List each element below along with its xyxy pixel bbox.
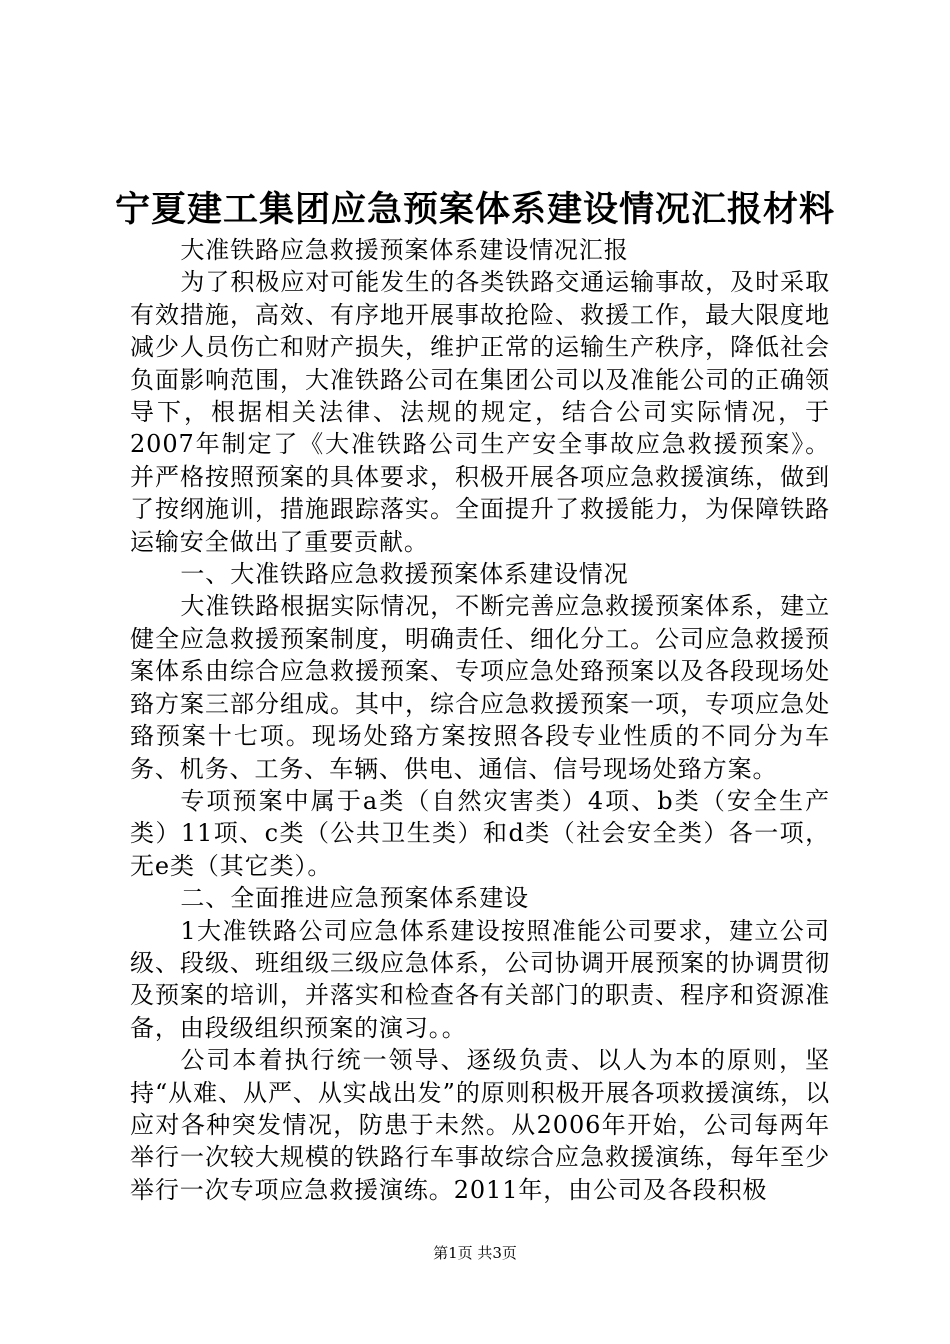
document-body: [130, 234, 830, 1206]
paragraph: 大准铁路根据实际情况，不断完善应急救援预案体系，建立健全应急救援预案制度，明确责任、细化分工。公司应急救援预案体系由综合应急救援预案、专项应急处臵预案以及各段现场处臵方案三部分组成。其中，综合应急救援预案一项，专项应急处臵预案十七项。现场处臵方案按照各段专业性质的不同分为车务、机务、工务、车辆、供电、通信、信号现场处臵方案。: [130, 592, 830, 783]
section-heading: 二、全面推进应急预案体系建设: [180, 884, 529, 913]
paragraph: 专项预案中属于a类（自然灾害类）4项、b类（安全生产类）11项、c类（公共卫生类）和d类（社会安全类）各一项，无e类（其它类）。: [130, 786, 830, 880]
document-title: 宁夏建工集团应急预案体系建设情况汇报材料: [114, 189, 835, 230]
paragraph: 1大准铁路公司应急体系建设按照准能公司要求，建立公司级、段级、班组级三级应急体系，公司协调开展预案的协调贯彻及预案的培训，并落实和检查各有关部门的职责、程序和资源准备，由段级组织预案的演习。。: [130, 916, 830, 1042]
page-footer: 第1页 共3页: [433, 1244, 517, 1262]
paragraph: 公司本着执行统一领导、逐级负责、以人为本的原则，坚持“从难、从严、从实战出发”的原则积极开展各项救援演练，以应对各种突发情况，防患于未然。从2006年开始，公司每两年举行一次较大规模的铁路行车事故综合应急救援演练，每年至少举行一次专项应急救援演练。2011年，由公司及各段积极: [130, 1046, 830, 1204]
paragraph-subtitle: 大准铁路应急救援预案体系建设情况汇报: [180, 236, 629, 264]
paragraph: 为了积极应对可能发生的各类铁路交通运输事故，及时采取有效措施，高效、有序地开展事故抢险、救援工作，最大限度地减少人员伤亡和财产损失，维护正常的运输生产秩序，降低社会负面影响范围，大准铁路公司在集团公司以及准能公司的正确领导下，根据相关法律、法规的规定，结合公司实际情况，于2007年制定了《大准铁路公司生产安全事故应急救援预案》。并严格按照预案的具体要求，积极开展各项应急救援演练，做到了按纲施训，措施跟踪落实。全面提升了救援能力，为保障铁路运输安全做出了重要贡献。: [130, 268, 830, 556]
section-heading: 一、大准铁路应急救援预案体系建设情况: [180, 560, 629, 589]
